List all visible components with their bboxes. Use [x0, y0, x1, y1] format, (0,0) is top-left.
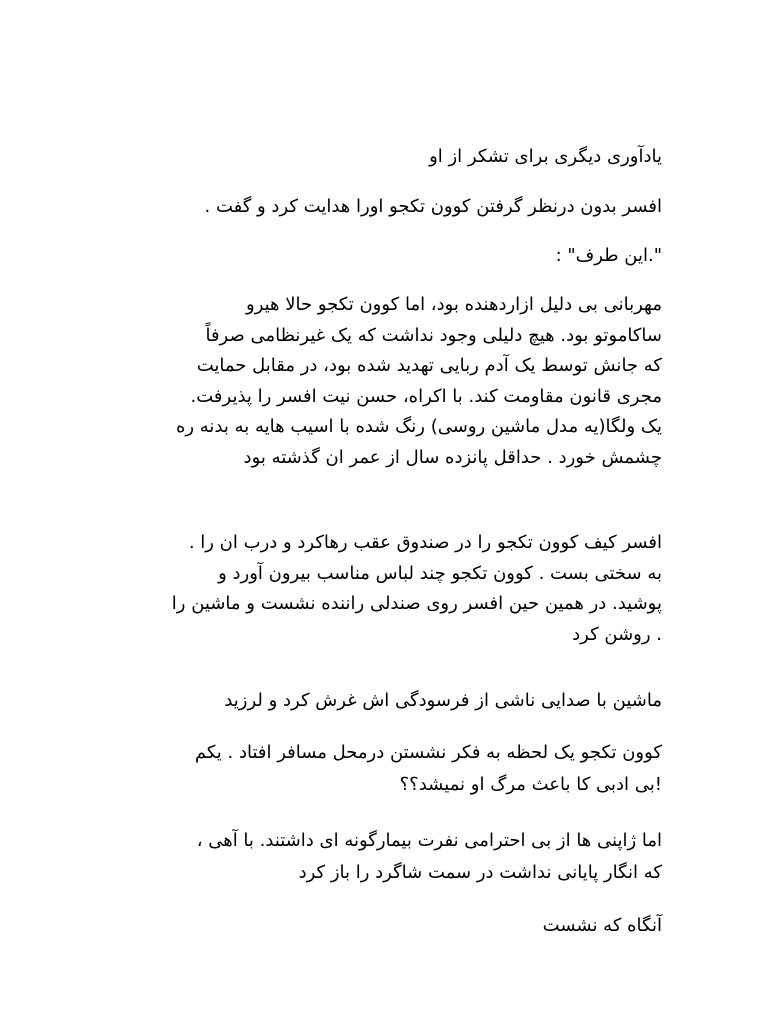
- paragraph-line: . روشن کرد: [572, 623, 662, 645]
- paragraph-3: [102, 241, 662, 270]
- paragraph-line: یادآوری دیگری برای تشکر از او: [429, 146, 662, 167]
- paragraph-7: [82, 737, 662, 801]
- paragraph-line: مهربانی بی دلیل ازاردهنده بود، اما کوون تکجو حالا هیرو: [246, 294, 662, 315]
- paragraph-line: کوون تکجو یک لحظه به فکر نشستن درمحل مسافر افتاد . یکم: [194, 742, 662, 763]
- paragraph-line: اما ژاپنی ها از بی احترامی نفرت بیمارگونه ای داشتند. با آهی ،: [196, 830, 662, 851]
- paragraph-line: ساکاموتو بود. هیچ دلیلی وجود نداشت که یک غیرنظامی صرفاً: [205, 324, 662, 346]
- paragraph-line: افسر کیف کوون تکجو را در صندوق عقب رهاکرد و درب ان را .: [188, 532, 662, 553]
- paragraph-9: [82, 911, 662, 940]
- paragraph-1: [102, 142, 662, 171]
- paragraph-line: !بی ادبی کا باعث مرگ او نمیشد؟؟: [399, 774, 662, 795]
- paragraph-line: که انگار پایانی نداشت در سمت شاگرد را باز کرد: [298, 862, 662, 883]
- paragraph-line: ".این طرف" :: [555, 245, 662, 266]
- paragraph-line: افسر بدون درنظر گرفتن کوون تکجو اورا هدایت کرد و گفت .: [204, 196, 662, 217]
- paragraph-line: مجری قانون مقاومت کند. با اکراه، حسن نیت افسر را پذیرفت.: [190, 385, 662, 407]
- paragraph-line: ماشین با صدایی ناشی از فرسودگی اش غرش کرد و لرزید: [224, 690, 662, 711]
- paragraph-6: [82, 686, 662, 715]
- paragraph-8: [82, 825, 662, 889]
- paragraph-line: پوشید. در همین حین افسر روی صندلی راننده نشست و ماشین را: [171, 593, 662, 614]
- paragraph-line: چشمش خورد . حداقل پانزده سال از عمر ان گذشته بود: [243, 446, 662, 468]
- paragraph-5: [82, 528, 662, 650]
- paragraph-2: [102, 192, 662, 221]
- paragraph-line: یک ولگا(یه مدل ماشین روسی) رنگ شده با اسیب هایه به بدنه ره: [175, 416, 662, 437]
- paragraph-line: به سختی بست . کوون تکجو چند لباس مناسب بیرون آورد و: [218, 562, 662, 584]
- paragraph-line: آنگاه که نشست: [542, 915, 662, 936]
- paragraph-line: که جانش توسط یک آدم ربایی تهدید شده بود، در مقابل حمایت: [196, 355, 662, 376]
- paragraph-4: [82, 290, 662, 473]
